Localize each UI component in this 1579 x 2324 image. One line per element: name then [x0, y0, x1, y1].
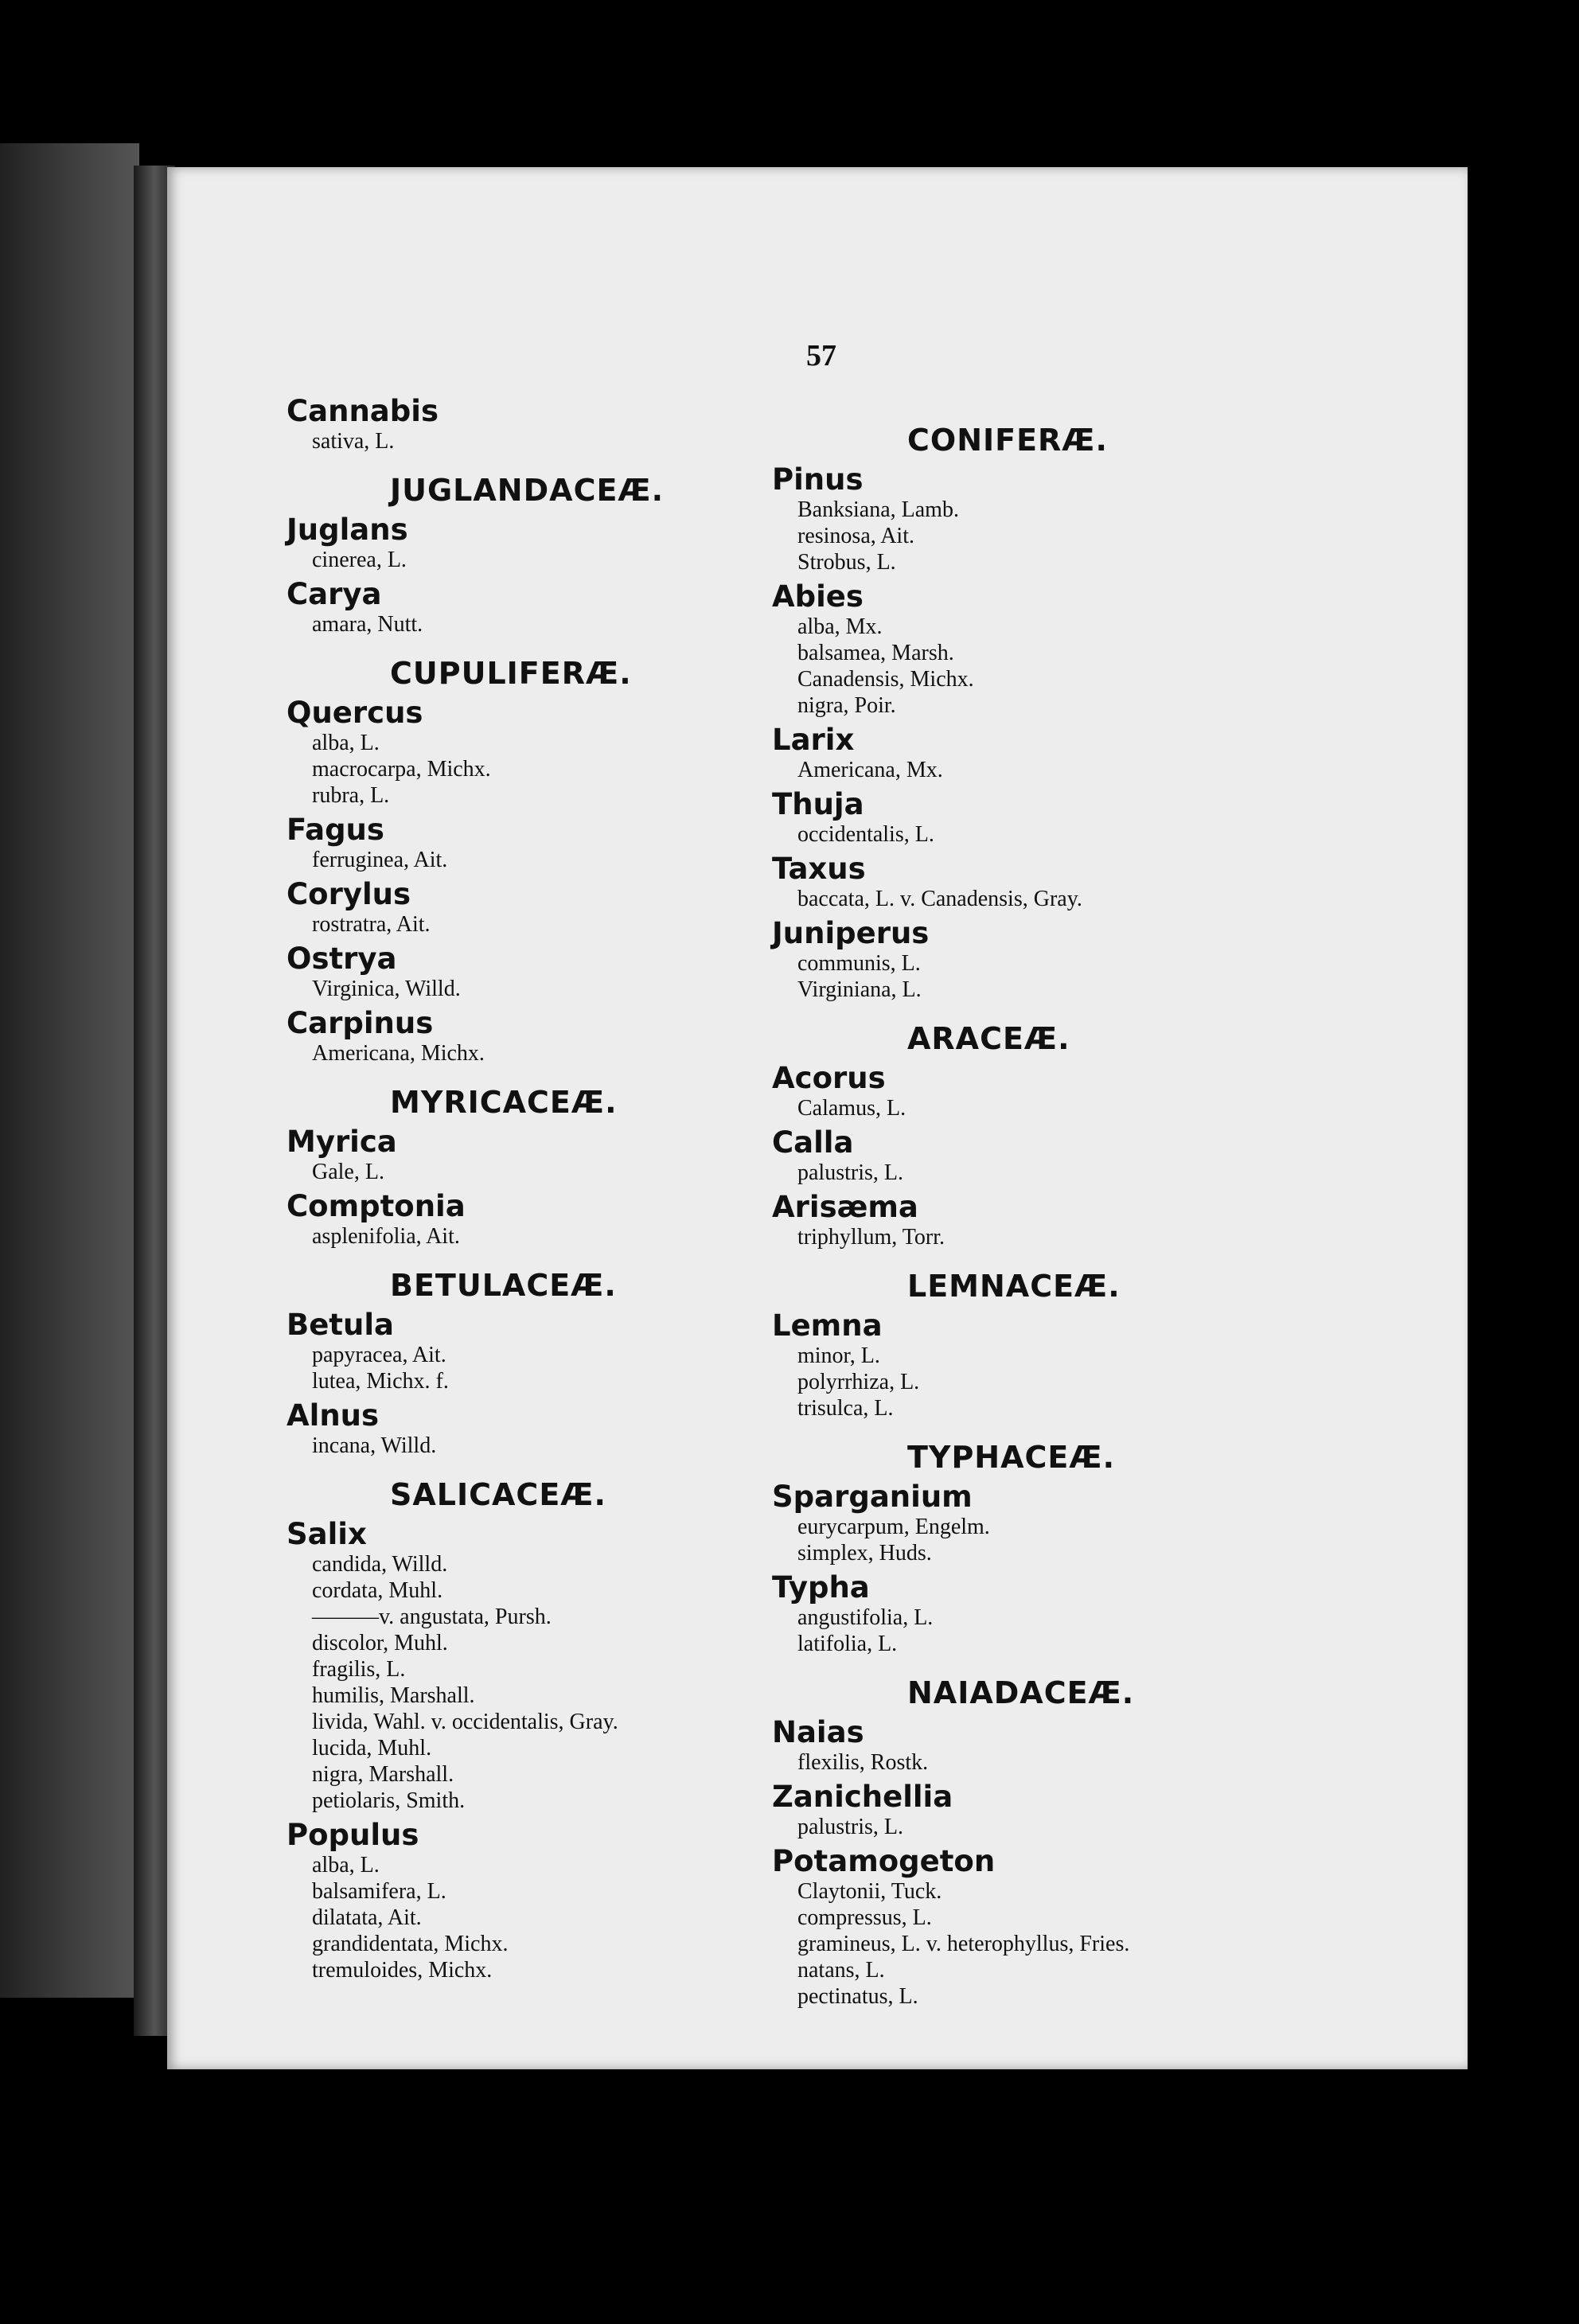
genus-name: Lemna: [772, 1308, 883, 1343]
species-entry: alba, L.: [312, 1853, 380, 1878]
species-entry: Americana, Michx.: [312, 1041, 485, 1066]
genus-name: Typha: [772, 1570, 870, 1605]
species-entry: Calamus, L.: [797, 1096, 906, 1121]
family-heading: BETULACEÆ.: [390, 1268, 617, 1303]
genus-name: Taxus: [772, 852, 866, 886]
species-entry: Strobus, L.: [797, 550, 896, 575]
family-heading: MYRICACEÆ.: [390, 1085, 618, 1120]
species-entry: discolor, Muhl.: [312, 1631, 448, 1655]
genus-name: Quercus: [287, 696, 423, 730]
species-entry: nigra, Poir.: [797, 693, 896, 718]
species-entry: rubra, L.: [312, 783, 390, 808]
species-entry: Canadensis, Michx.: [797, 667, 974, 692]
species-entry: angustifolia, L.: [797, 1605, 934, 1630]
species-entry: baccata, L. v. Canadensis, Gray.: [797, 887, 1082, 911]
species-entry: ———v. angustata, Pursh.: [312, 1605, 552, 1629]
family-heading: NAIADACEÆ.: [907, 1675, 1135, 1710]
genus-name: Comptonia: [287, 1189, 466, 1223]
species-entry: eurycarpum, Engelm.: [797, 1515, 990, 1539]
genus-name: Potamogeton: [772, 1844, 996, 1878]
species-entry: palustris, L.: [797, 1815, 903, 1839]
species-entry: polyrrhiza, L.: [797, 1370, 920, 1394]
species-entry: amara, Nutt.: [312, 612, 423, 637]
genus-name: Myrica: [287, 1125, 397, 1159]
species-entry: alba, Mx.: [797, 614, 883, 639]
species-entry: papyracea, Ait.: [312, 1343, 446, 1367]
species-entry: humilis, Marshall.: [312, 1683, 475, 1708]
family-heading: ARACEÆ.: [907, 1021, 1070, 1056]
species-entry: balsamifera, L.: [312, 1879, 446, 1904]
genus-name: Larix: [772, 723, 855, 757]
species-entry: sativa, L.: [312, 429, 395, 454]
species-entry: grandidentata, Michx.: [312, 1932, 509, 1956]
family-heading: CUPULIFERÆ.: [390, 656, 632, 691]
species-entry: dilatata, Ait.: [312, 1905, 422, 1930]
genus-name: Alnus: [287, 1398, 380, 1433]
genus-name: Carpinus: [287, 1006, 434, 1040]
species-entry: livida, Wahl. v. occidentalis, Gray.: [312, 1710, 618, 1734]
species-entry: pectinatus, L.: [797, 1984, 918, 2009]
species-entry: Banksiana, Lamb.: [797, 497, 959, 522]
genus-name: Ostrya: [287, 942, 397, 976]
species-entry: lucida, Muhl.: [312, 1736, 432, 1761]
genus-name: Sparganium: [772, 1480, 973, 1514]
genus-name: Calla: [772, 1125, 854, 1160]
species-entry: rostratra, Ait.: [312, 912, 431, 937]
species-entry: triphyllum, Torr.: [797, 1225, 945, 1250]
species-entry: latifolia, L.: [797, 1632, 898, 1656]
species-entry: ferruginea, Ait.: [312, 848, 448, 872]
species-entry: Gale, L.: [312, 1160, 384, 1184]
species-entry: lutea, Michx. f.: [312, 1369, 449, 1394]
species-entry: macrocarpa, Michx.: [312, 757, 491, 782]
species-entry: flexilis, Rostk.: [797, 1750, 929, 1775]
species-entry: gramineus, L. v. heterophyllus, Fries.: [797, 1932, 1130, 1956]
genus-name: Naias: [772, 1715, 864, 1749]
species-entry: palustris, L.: [797, 1160, 903, 1185]
species-entry: nigra, Marshall.: [312, 1762, 454, 1787]
genus-name: Fagus: [287, 813, 384, 847]
genus-name: Betula: [287, 1308, 394, 1342]
species-entry: cordata, Muhl.: [312, 1578, 443, 1603]
genus-name: Cannabis: [287, 394, 439, 428]
book-page: [167, 167, 1468, 2069]
family-heading: JUGLANDACEÆ.: [390, 473, 665, 508]
genus-name: Zanichellia: [772, 1780, 953, 1814]
genus-name: Abies: [772, 579, 864, 614]
page-number: 57: [806, 339, 836, 372]
species-entry: communis, L.: [797, 951, 921, 976]
family-heading: LEMNACEÆ.: [907, 1269, 1121, 1304]
species-entry: asplenifolia, Ait.: [312, 1224, 460, 1249]
genus-name: Populus: [287, 1818, 419, 1852]
species-entry: minor, L.: [797, 1343, 880, 1368]
genus-name: Pinus: [772, 462, 864, 497]
species-entry: tremuloides, Michx.: [312, 1958, 493, 1983]
species-entry: occidentalis, L.: [797, 822, 934, 847]
species-entry: Virginiana, L.: [797, 977, 922, 1002]
species-entry: fragilis, L.: [312, 1657, 406, 1682]
genus-name: Acorus: [772, 1061, 886, 1095]
family-heading: CONIFERÆ.: [907, 423, 1108, 458]
species-entry: balsamea, Marsh.: [797, 641, 954, 665]
species-entry: simplex, Huds.: [797, 1541, 932, 1566]
family-heading: TYPHACEÆ.: [907, 1440, 1116, 1475]
genus-name: Arisæma: [772, 1190, 918, 1224]
genus-name: Corylus: [287, 877, 411, 911]
family-heading: SALICACEÆ.: [390, 1477, 606, 1512]
facing-page-edge: [0, 143, 139, 1998]
species-entry: candida, Willd.: [312, 1552, 448, 1577]
species-entry: trisulca, L.: [797, 1396, 894, 1421]
genus-name: Juglans: [287, 513, 408, 547]
genus-name: Juniperus: [772, 916, 930, 950]
species-entry: Claytonii, Tuck.: [797, 1879, 942, 1904]
species-entry: natans, L.: [797, 1958, 885, 1983]
genus-name: Carya: [287, 577, 382, 611]
genus-name: Salix: [287, 1517, 367, 1551]
species-entry: petiolaris, Smith.: [312, 1788, 466, 1813]
genus-name: Thuja: [772, 787, 864, 821]
species-entry: cinerea, L.: [312, 548, 407, 572]
right-column: [772, 404, 1377, 2010]
species-entry: resinosa, Ait.: [797, 524, 914, 548]
species-entry: alba, L.: [312, 731, 380, 755]
species-entry: incana, Willd.: [312, 1433, 437, 1458]
species-entry: compressus, L.: [797, 1905, 932, 1930]
species-entry: Virginica, Willd.: [312, 977, 461, 1001]
species-entry: Americana, Mx.: [797, 758, 943, 782]
